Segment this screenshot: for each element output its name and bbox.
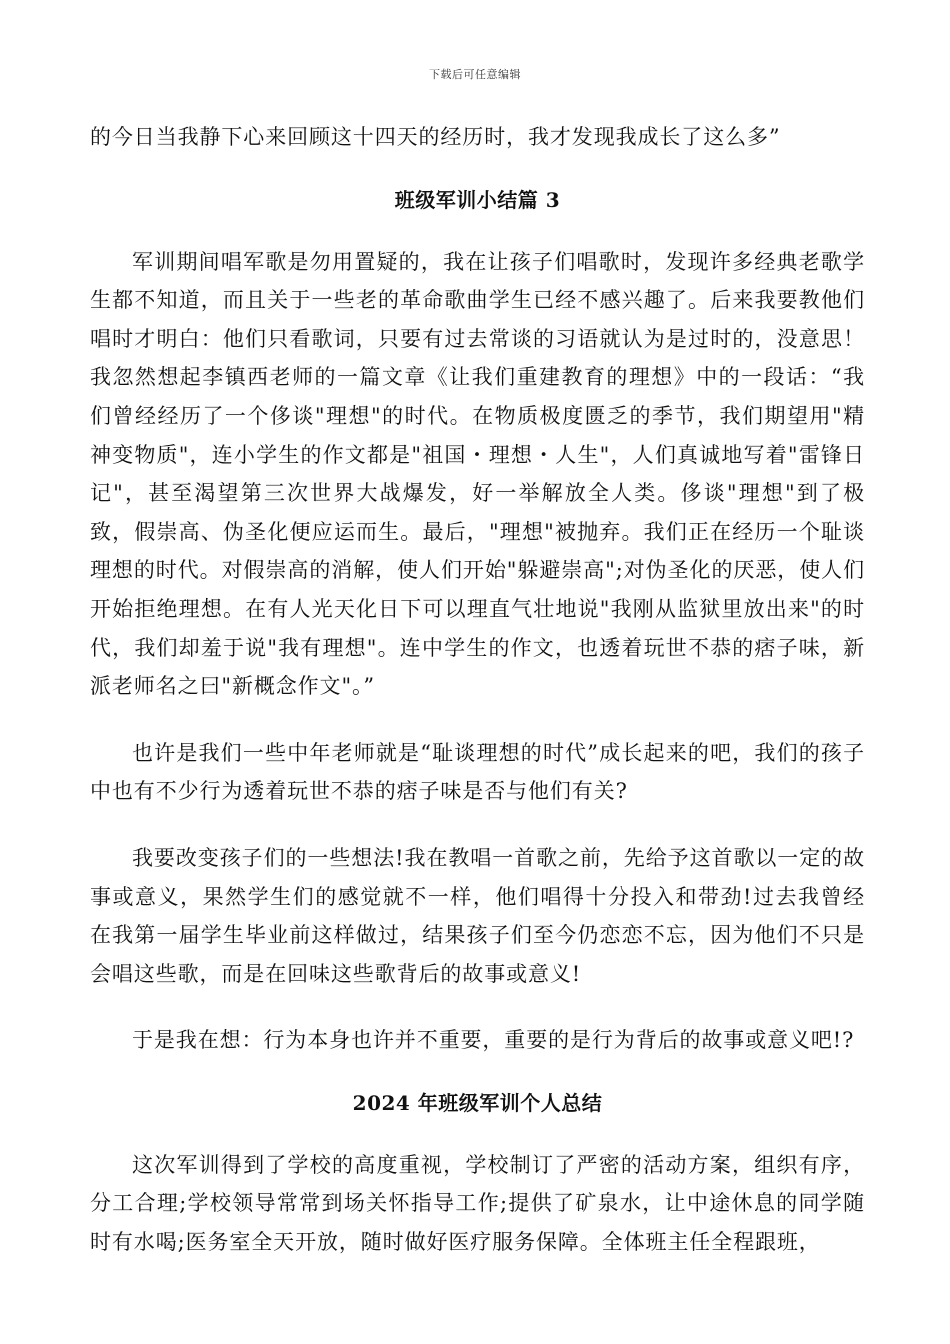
paragraph-continuation: 的今日当我静下心来回顾这十四天的经历时，我才发现我成长了这么多”	[90, 125, 781, 149]
section-heading-2: 2024 年班级军训个人总结	[352, 1090, 603, 1115]
spacer	[90, 811, 865, 839]
document-body	[90, 118, 909, 1262]
header-note: 下载后可任意编辑	[429, 68, 521, 81]
paragraph-5: 这次军训得到了学校的高度重视，学校制订了严密的活动方案，组织有序，分工合理;学校领导常常到场关怀指导工作;提供了矿泉水，让中途休息的同学随时有水喝;医务室全天开放，随时做好医疗服务保障。全体班主任全程跟班，	[90, 1152, 865, 1255]
spacer	[90, 219, 865, 243]
section-heading-1: 班级军训小结篇 3	[394, 187, 561, 212]
paragraph-1: 军训期间唱军歌是勿用置疑的，我在让孩子们唱歌时，发现许多经典老歌学生都不知道，而且关于一些老的革命歌曲学生已经不感兴趣了。后来我要教他们唱时才明白：他们只看歌词，只要有过去常谈的习语就认为是过时的，没意思！ 我忽然想起李镇西老师的一篇文章《让我们重建教育的理想》中的一段话：“我们曾经经历了一个侈谈"理想"的时代。在物质极度匮乏的季节，我们期望用"精神变物质"，连小学生的作文都是"祖国・理想・人生"，人们真诚地写着"雷锋日记"，甚至渴望第三次世界大战爆发，好一举解放全人类。侈谈"理想"到了极致，假崇高、伪圣化便应运而生。最后，"理想"被抛弃。我们正在经历一个耻谈理想的时代。对假崇高的消解，使人们开始"躲避崇高";对伪圣化的厌恶，使人们开始拒绝理想。在有人光天化日下可以理直气壮地说"我刚从监狱里放出来"的时代，我们却羞于说"我有理想"。连中学生的作文，也透着玩世不恭的痞子味，新派老师名之曰"新概念作文"。”	[90, 249, 909, 699]
paragraph-3: 我要改变孩子们的一些想法!我在教唱一首歌之前，先给予这首歌以一定的故事或意义，果然学生们的感觉就不一样，他们唱得十分投入和带劲!过去我曾经在我第一届学生毕业前这样做过，结果孩子们至今仍恋恋不忘，因为他们不只是会唱这些歌，而是在回味这些歌背后的故事或意义!	[90, 845, 865, 986]
paragraph-2: 也许是我们一些中年老师就是“耻谈理想的时代”成长起来的吧，我们的孩子中也有不少行为透着玩世不恭的痞子味是否与他们有关?	[90, 740, 865, 804]
spacer	[90, 706, 865, 734]
spacer	[90, 993, 865, 1021]
spacer	[90, 1122, 865, 1146]
paragraph-4: 于是我在想：行为本身也许并不重要，重要的是行为背后的故事或意义吧!?	[132, 1028, 855, 1053]
spacer	[90, 157, 865, 181]
spacer	[90, 1060, 865, 1084]
